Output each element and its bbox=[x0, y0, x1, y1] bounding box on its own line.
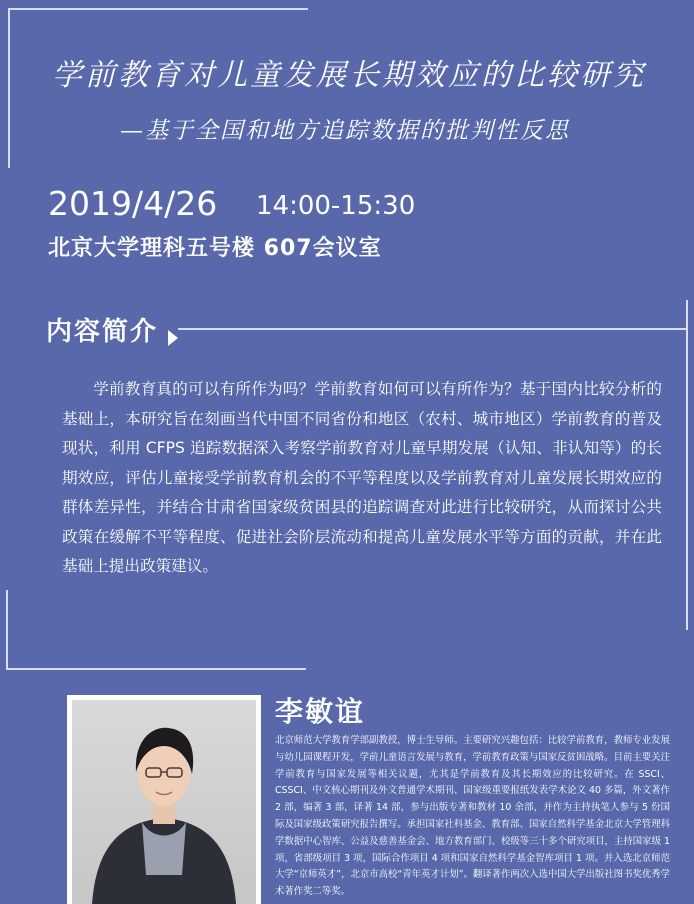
speaker-photo bbox=[67, 695, 261, 904]
speaker-name: 李敏谊 bbox=[275, 695, 366, 728]
frame-line-bottom bbox=[6, 668, 306, 670]
frame-line-left-bottom bbox=[6, 590, 8, 670]
frame-line-top-left bbox=[8, 8, 308, 10]
event-venue: 北京大学理科五号楼 607会议室 bbox=[48, 236, 382, 261]
event-subtitle: —基于全国和地方追踪数据的批判性反思 bbox=[120, 118, 570, 144]
event-title: 学前教育对儿童发展长期效应的比较研究 bbox=[52, 58, 646, 93]
section-arrow-icon bbox=[168, 330, 178, 346]
frame-line-right bbox=[686, 300, 688, 630]
speaker-bio: 北京师范大学教育学部副教授，博士生导师。主要研究兴趣包括：比较学前教育，教师专业发展与幼儿园课程开发，学前儿童语言发展与教育，学前教育政策与国家反贫困战略。目前主要关注学前教育与国家发展等相关议题，尤其是学前教育及其长期效应的比较研究。在 SSCI、CSSCI、中文核心期刊及外文普通学术期刊、国家级重要报纸发表学术论文 40 多篇，外文著作 2 部，编著 3 部，译著 14 部，参与出版专著和教材 10 余部，并作为主持执笔人参与 5 份国际及国家级政策研究报告撰写。承担国家社科基金、教育部、国家自然科学基金北京大学管理科学数据中心智库、公益及慈善基金会、地方教育部门、校级等三十多个研究项目，主持国家级 1 项，省部级项目 3 项，国际合作项目 4 项和国家自然科学基金智库项目 1 项。并入选北京师范大学“京师英才”，北京市高校“青年英才计划”。翻译著作两次入选中国大学出版社图书奖优秀学术著作奖二等奖。 bbox=[275, 735, 670, 898]
abstract-body: 学前教育真的可以有所作为吗？学前教育如何可以有所作为？基于国内比较分析的基础上，本研究旨在刻画当代中国不同省份和地区（农村、城市地区）学前教育的普及现状，利用 CFPS 追踪数据深入考察学前教育对儿童早期发展（认知、非认知等）的长期效应，评估儿童接受学前教育机会的不平等程度以及学前教育对儿童发展长期效应的群体差异性，并结合甘肃省国家级贫困县的追踪调查对此进行比较研究，从而探讨公共政策在缓解不平等程度、促进社会阶层流动和提高儿童发展水平等方面的贡献，并在此基础上提出政策建议。 bbox=[62, 380, 662, 575]
event-date: 2019/4/26 bbox=[48, 184, 218, 223]
speaker-portrait bbox=[72, 700, 256, 904]
event-time: 14:00-15:30 bbox=[256, 191, 416, 221]
frame-line-section bbox=[178, 328, 688, 330]
frame-line-left-top bbox=[8, 8, 10, 168]
portrait-illustration bbox=[72, 700, 256, 904]
abstract-heading: 内容简介 bbox=[46, 317, 159, 347]
